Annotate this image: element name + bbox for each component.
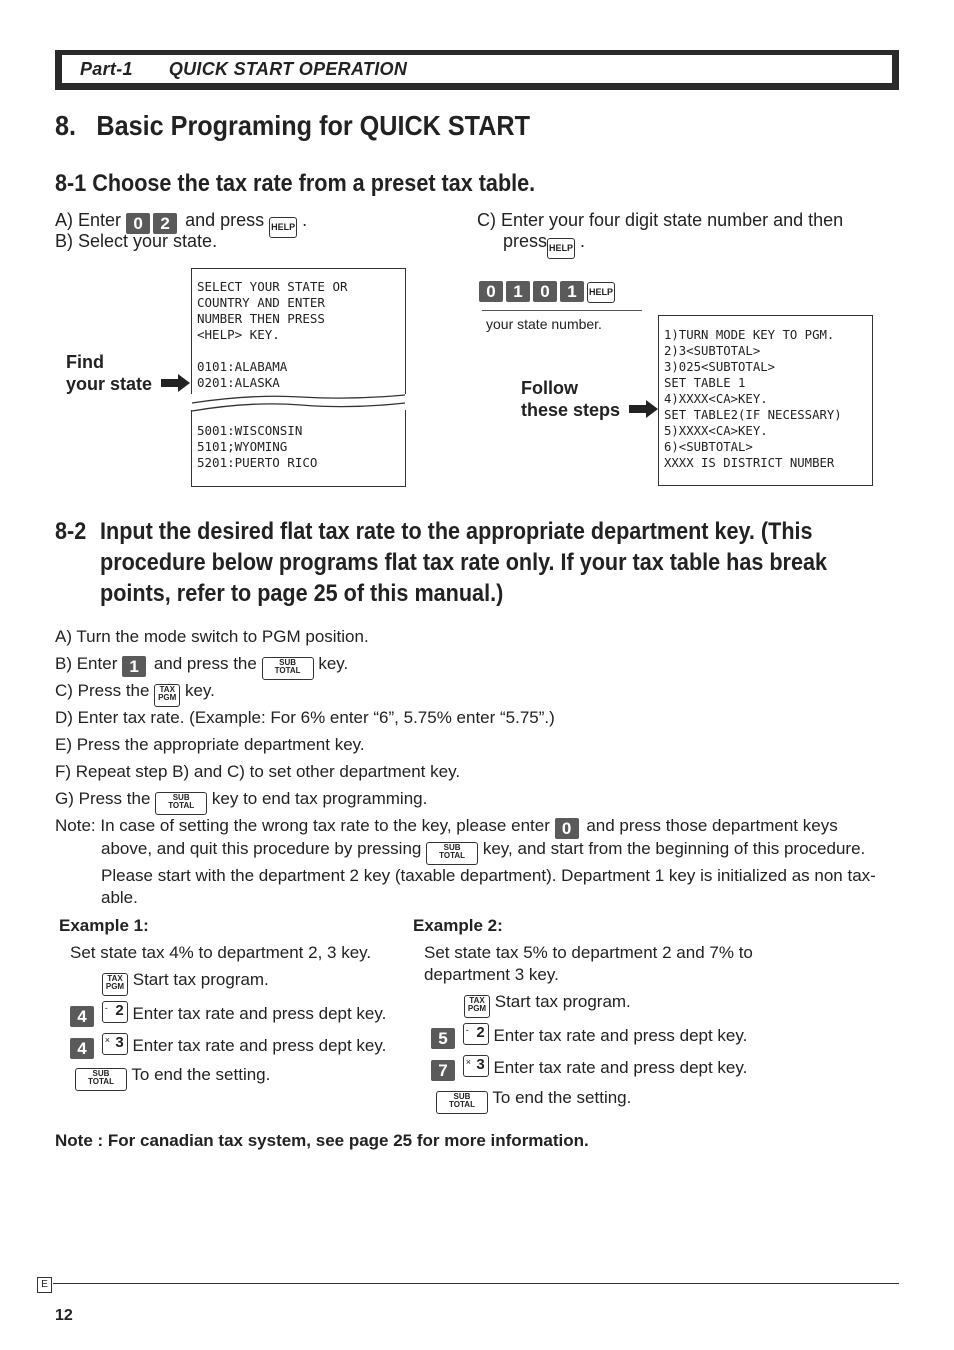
step-b-mid: and press the xyxy=(153,654,257,673)
receipt-line: 6)<SUBTOTAL> xyxy=(664,440,753,454)
example1-desc: Set state tax 4% to department 2, 3 key. xyxy=(70,943,372,962)
page-number: 12 xyxy=(55,1307,73,1324)
receipt-line: NUMBER THEN PRESS xyxy=(197,311,325,326)
step-g-end: key to end tax programming. xyxy=(211,789,428,808)
subtotal-key xyxy=(75,1068,127,1091)
receipt-line: SET TABLE2(IF NECESSARY) xyxy=(664,408,842,422)
key-text: SUB xyxy=(92,1069,110,1078)
subtotal-key xyxy=(436,1091,488,1114)
example1-row1-text: Enter tax rate and press dept key. xyxy=(132,1004,387,1023)
sub2-number: 8-2 xyxy=(55,518,87,545)
receipt-line: SELECT YOUR STATE OR xyxy=(197,279,348,294)
dept-num: 3 xyxy=(476,1056,485,1073)
step-a-mid: and press xyxy=(185,210,265,230)
step-b-end: key. xyxy=(318,654,349,673)
key-text: TOTAL xyxy=(439,851,466,860)
section-title-text: Basic Programing for QUICK START xyxy=(96,110,530,141)
key-text: SUB xyxy=(172,793,190,802)
receipt-line: 2)3<SUBTOTAL> xyxy=(664,344,761,358)
sub2-heading-line1: Input the desired flat tax rate to the appropriate department key. (This xyxy=(100,518,813,545)
subtotal-key xyxy=(155,792,207,815)
key-text: TOTAL xyxy=(88,1077,114,1086)
receipt-line: 0201:ALASKA xyxy=(197,375,280,390)
receipt-line: 0101:ALABAMA xyxy=(197,359,288,374)
state-caption: your state number. xyxy=(486,316,602,332)
header-title: QUICK START OPERATION xyxy=(168,59,408,79)
key-text: SUB xyxy=(453,1092,471,1101)
sub1-heading: 8-1 Choose the tax rate from a preset tax table. xyxy=(55,170,536,197)
key-1: 1 xyxy=(506,281,530,302)
key-0: 0 xyxy=(126,213,150,234)
receipt-line: SET TABLE 1 xyxy=(664,376,746,390)
right-arrow-icon xyxy=(161,374,190,392)
key-1: 1 xyxy=(560,281,584,302)
receipt-line: 5)XXXX<CA>KEY. xyxy=(664,424,768,438)
key-0: 0 xyxy=(533,281,557,302)
follow-label xyxy=(521,377,620,421)
key-text: TOTAL xyxy=(274,666,301,675)
subtotal-key xyxy=(426,842,478,865)
example2-end-text: To end the setting. xyxy=(492,1088,632,1107)
dept-num: 2 xyxy=(476,1024,485,1041)
example2-row2 xyxy=(431,1055,747,1081)
follow-label-1: Follow xyxy=(521,378,578,398)
caption-rule xyxy=(482,310,642,311)
footer-rule xyxy=(53,1283,899,1284)
sub2-step-c xyxy=(55,680,215,707)
key-text: SUB xyxy=(443,843,461,852)
receipt-line: 4)XXXX<CA>KEY. xyxy=(664,392,768,406)
example1-start xyxy=(102,969,269,996)
example2-row2-text: Enter tax rate and press dept key. xyxy=(493,1058,748,1077)
receipt-line: 5101;WYOMING xyxy=(197,439,288,454)
key-7: 7 xyxy=(431,1060,455,1081)
state-number-keys xyxy=(479,281,615,303)
help-key: HELP xyxy=(587,282,615,303)
example2-start-text: Start tax program. xyxy=(494,992,631,1011)
sub1-step-c-line2 xyxy=(503,230,585,259)
receipt2-lines xyxy=(664,327,842,471)
section-title xyxy=(55,110,530,142)
dept-num: 3 xyxy=(115,1034,124,1051)
receipt-line: 5201:PUERTO RICO xyxy=(197,455,318,470)
receipt1-top xyxy=(197,279,348,391)
sub2-step-f: F) Repeat step B) and C) to set other department key. xyxy=(55,762,461,781)
steps-receipt xyxy=(658,315,873,486)
sub2-step-b xyxy=(55,653,348,680)
subtotal-key xyxy=(262,657,314,680)
example2-end xyxy=(436,1087,631,1114)
final-note: Note : For canadian tax system, see page 25 for more information. xyxy=(55,1131,589,1150)
key-text: SUB xyxy=(279,658,297,667)
note2-pre: above, and quit this procedure by pressing xyxy=(101,839,422,858)
example2-title: Example 2: xyxy=(413,916,503,935)
tax-pgm-key xyxy=(154,684,180,707)
example2-row1 xyxy=(431,1023,747,1049)
example1-row2 xyxy=(70,1033,386,1059)
key-5: 5 xyxy=(431,1028,455,1049)
dept-key-2: - 2 xyxy=(463,1023,489,1045)
receipt-line: 3)025<SUBTOTAL> xyxy=(664,360,776,374)
example1-row2-text: Enter tax rate and press dept key. xyxy=(132,1036,387,1055)
step-a-pre: A) Enter xyxy=(55,210,122,230)
step-b-pre: B) Enter xyxy=(55,654,118,673)
find-label-1: Find xyxy=(66,352,104,372)
key-text: PGM xyxy=(467,1004,487,1013)
sub2-step-a: A) Turn the mode switch to PGM position. xyxy=(55,627,369,646)
example1-end xyxy=(75,1064,270,1091)
tax-pgm-key xyxy=(102,973,128,996)
dept-key-2: - 2 xyxy=(102,1001,128,1023)
tax-pgm-key xyxy=(464,995,490,1018)
example2-row1-text: Enter tax rate and press dept key. xyxy=(493,1026,748,1045)
sub2-heading xyxy=(55,516,883,609)
sub2-step-e: E) Press the appropriate department key. xyxy=(55,735,365,754)
header-part: Part-1 xyxy=(80,59,133,79)
key-text: PGM xyxy=(105,982,125,991)
example2-desc-2: department 3 key. xyxy=(424,965,559,984)
step-a-end: . xyxy=(302,210,308,230)
key-1: 1 xyxy=(122,656,146,677)
sub2-heading-line3: points, refer to page 25 of this manual.) xyxy=(100,580,504,607)
header-text xyxy=(80,59,407,80)
key-text: TAX xyxy=(469,996,485,1005)
example1-start-text: Start tax program. xyxy=(132,970,269,989)
dept-key-3: × 3 xyxy=(102,1033,128,1055)
key-0: 0 xyxy=(555,818,579,839)
note-line2 xyxy=(101,838,865,865)
key-text: TOTAL xyxy=(449,1100,475,1109)
step-c-pre: C) Press the xyxy=(55,681,150,700)
receipt-line: 1)TURN MODE KEY TO PGM. xyxy=(664,328,835,342)
sub2-step-g xyxy=(55,788,427,815)
receipt-line: 5001:WISCONSIN xyxy=(197,423,303,438)
note-post: and press those department keys xyxy=(586,816,838,835)
example1-row1 xyxy=(70,1001,386,1027)
sub1-step-b: B) Select your state. xyxy=(55,231,218,251)
step-c-end: key. xyxy=(184,681,215,700)
key-text: TOTAL xyxy=(168,801,195,810)
note2-post: key, and start from the beginning of this procedure. xyxy=(482,839,866,858)
example1-title: Example 1: xyxy=(59,916,149,935)
example2-desc-1: Set state tax 5% to department 2 and 7% to xyxy=(424,943,753,962)
help-key: HELP xyxy=(547,238,575,259)
sub1-step-c-line1: C) Enter your four digit state number and then xyxy=(477,210,844,230)
sub2-step-d: D) Enter tax rate. (Example: For 6% enter “6”, 5.75% enter “5.75”.) xyxy=(55,708,555,727)
key-4: 4 xyxy=(70,1038,94,1059)
receipt-line: XXXX IS DISTRICT NUMBER xyxy=(664,456,835,470)
step-c-end: . xyxy=(580,231,586,251)
step-c-press: press xyxy=(503,231,548,251)
note-line1 xyxy=(55,815,838,839)
state-receipt xyxy=(191,268,406,487)
right-arrow-icon xyxy=(629,400,658,418)
example2-start xyxy=(464,991,631,1018)
key-0: 0 xyxy=(479,281,503,302)
step-g-pre: G) Press the xyxy=(55,789,151,808)
key-2: 2 xyxy=(153,213,177,234)
dept-key-3: × 3 xyxy=(463,1055,489,1077)
language-badge: E xyxy=(37,1277,52,1293)
note-pre: Note: In case of setting the wrong tax rate to the key, please enter xyxy=(55,816,550,835)
follow-label-2: these steps xyxy=(521,400,621,420)
section-number: 8. xyxy=(55,110,77,141)
sub2-heading-line2: procedure below programs flat tax rate only. If your tax table has break xyxy=(100,549,828,576)
tear-line xyxy=(191,391,406,415)
receipt-blank xyxy=(197,343,348,359)
receipt-line: <HELP> KEY. xyxy=(197,327,280,342)
find-label-2: your state xyxy=(66,374,153,394)
key-text: PGM xyxy=(158,693,177,702)
key-4: 4 xyxy=(70,1006,94,1027)
find-label xyxy=(66,351,152,395)
note-line3: Please start with the department 2 key (taxable department). Department 1 key is initialized as non tax- xyxy=(101,866,876,885)
receipt-line: COUNTRY AND ENTER xyxy=(197,295,325,310)
example1-end-text: To end the setting. xyxy=(131,1065,271,1084)
note-line4: able. xyxy=(101,888,138,907)
key-text: TAX xyxy=(107,974,123,983)
key-text: TAX xyxy=(159,685,175,694)
help-key: HELP xyxy=(269,217,297,238)
dept-num: 2 xyxy=(115,1002,124,1019)
receipt1-bottom xyxy=(197,423,317,471)
